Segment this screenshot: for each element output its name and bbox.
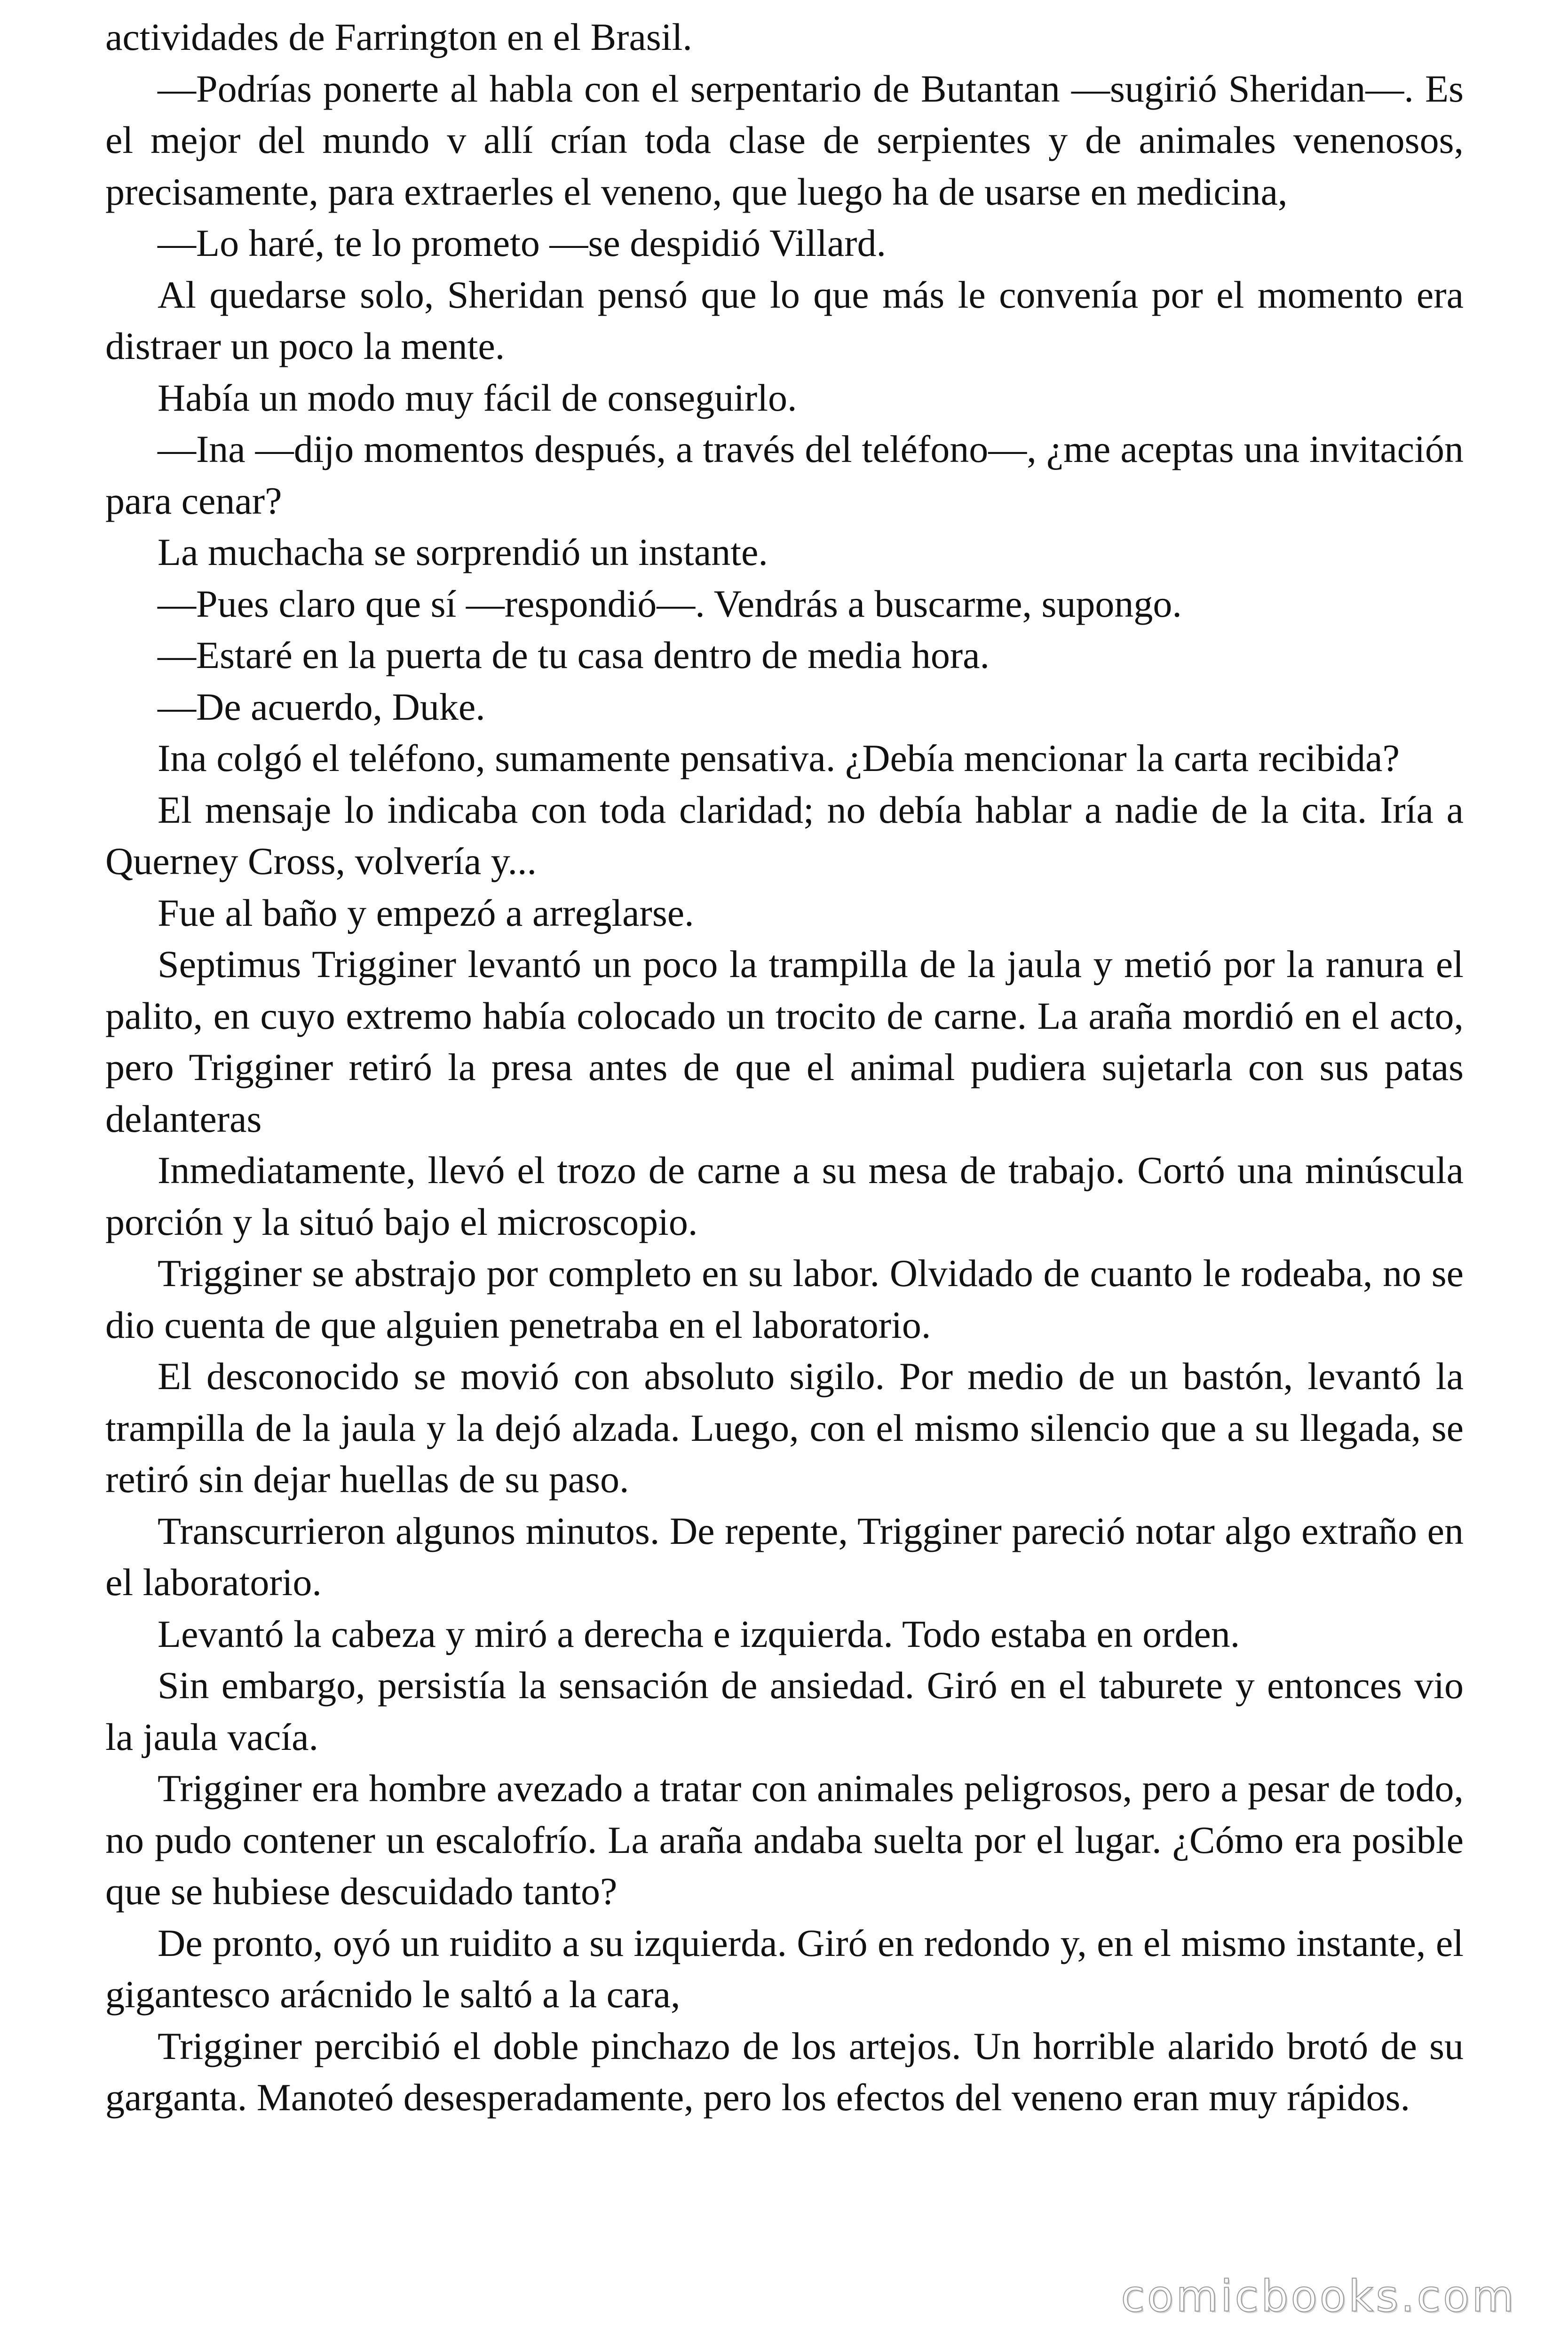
paragraph: Al quedarse solo, Sheridan pensó que lo que más le convenía por el momento era distraer un poco la mente. [105,273,1464,367]
paragraph: Trigginer era hombre avezado a tratar con animales peligrosos, pero a pesar de todo, no pudo contener un escalofrío. La araña andaba suelta por el lugar. ¿Cómo era posible que se hubiese descuidado tanto? [105,1767,1464,1913]
paragraph: La muchacha se sorprendió un instante. [158,531,768,573]
paragraph: De pronto, oyó un ruidito a su izquierda. Giró en redondo y, en el mismo instante, el gigantesco arácnido le saltó a la cara, [105,1921,1464,2016]
paragraph: Sin embargo, persistía la sensación de ansiedad. Giró en el taburete y entonces vio la jaula vacía. [105,1664,1464,1758]
paragraph: —De acuerdo, Duke. [158,685,485,728]
paragraph: —Ina —dijo momentos después, a través del teléfono—, ¿me aceptas una invitación para cenar? [105,428,1464,522]
paragraph: Había un modo muy fácil de conseguirlo. [158,376,797,419]
paragraph: Levantó la cabeza y miró a derecha e izquierda. Todo estaba en orden. [158,1612,1240,1655]
paragraph: —Lo haré, te lo prometo —se despidió Villard. [158,222,886,264]
paragraph: El mensaje lo indicaba con toda claridad; no debía hablar a nadie de la cita. Iría a Querney Cross, volvería y... [105,788,1464,882]
paragraph: —Pues claro que sí —respondió—. Vendrás a buscarme, supongo. [158,582,1182,625]
watermark-logo: comicbooks.com [1121,2271,1516,2321]
paragraph: Fue al baño y empezó a arreglarse. [158,891,694,934]
paragraph: —Estaré en la puerta de tu casa dentro de media hora. [158,634,990,676]
paragraph: Trigginer se abstrajo por completo en su labor. Olvidado de cuanto le rodeaba, no se dio cuenta de que alguien penetraba en el laboratorio. [105,1252,1464,1346]
paragraph: Trigginer percibió el doble pinchazo de los artejos. Un horrible alarido brotó de su garganta. Manoteó desesperadamente, pero los efectos del veneno eran muy rápidos. [105,2024,1464,2119]
paragraph: Ina colgó el teléfono, sumamente pensativa. ¿Debía mencionar la carta recibida? [158,737,1400,779]
paragraph: El desconocido se movió con absoluto sigilo. Por medio de un bastón, levantó la trampilla de la jaula y la dejó alzada. Luego, con el mismo silencio que a su llegada, se retiró sin dejar huellas de su paso. [105,1355,1464,1501]
paragraph: Inmediatamente, llevó el trozo de carne a su mesa de trabajo. Cortó una minúscula porción y la situó bajo el microscopio. [105,1149,1464,1243]
paragraph: Transcurrieron algunos minutos. De repente, Trigginer pareció notar algo extraño en el laboratorio. [105,1509,1464,1604]
paragraph: —Podrías ponerte al habla con el serpentario de Butantan —sugirió Sheridan—. Es el mejor del mundo v allí crían toda clase de serpientes y de animales venenosos, precisamente, para extraerles el veneno, que luego ha de usarse en medicina, [105,67,1464,213]
paragraph: actividades de Farrington en el Brasil. [105,16,692,58]
book-page-text [105,11,1464,2123]
paragraph: Septimus Trigginer levantó un poco la trampilla de la jaula y metió por la ranura el palito, en cuyo extremo había colocado un trocito de carne. La araña mordió en el acto, pero Trigginer retiró la presa antes de que el animal pudiera sujetarla con sus patas delanteras [105,943,1464,1140]
